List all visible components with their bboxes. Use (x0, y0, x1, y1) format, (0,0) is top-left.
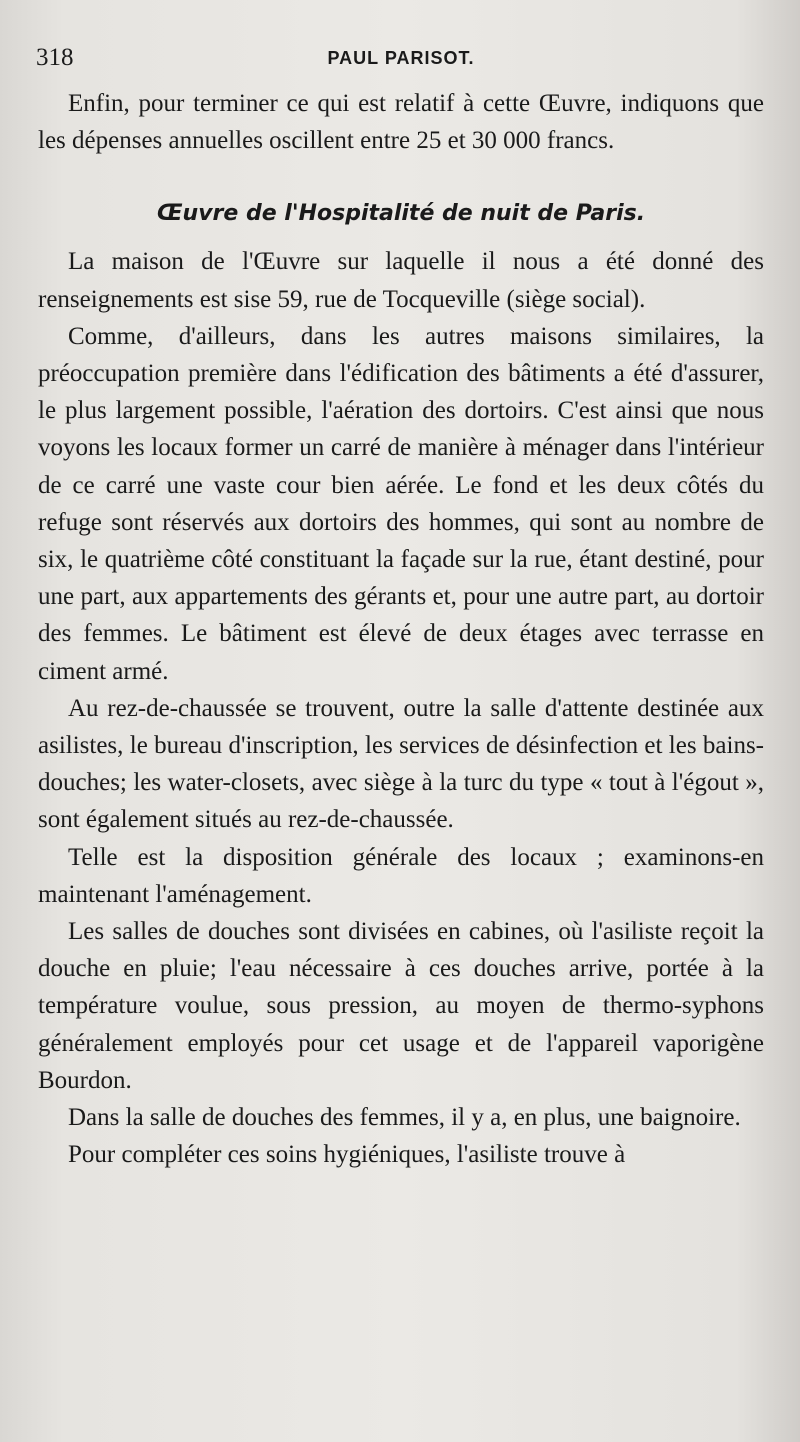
paragraph: Les salles de douches sont divisées en cabines, où l'asiliste reçoit la douche en pluie; l'eau nécessaire à ces douches arrive, portée à la température voulue, sous pression, au moyen de thermo-syphons généralement employés pour cet usage et de l'appareil vaporigène Bourdon. (38, 918, 764, 1094)
paragraph: Dans la salle de douches des femmes, il y a, en plus, une baignoire. (68, 1104, 741, 1132)
paragraph: Pour compléter ces soins hygiéniques, l'asiliste trouve à (68, 1141, 626, 1169)
running-head (36, 40, 766, 80)
paragraph: Enfin, pour terminer ce qui est relatif à cette Œuvre, indiquons que les dépenses annuelles oscillent entre 25 et 30 000 francs. (38, 90, 764, 155)
body-text (38, 85, 764, 1173)
paragraph: Au rez-de-chaussée se trouvent, outre la salle d'attente destinée aux asilistes, le bureau d'inscription, les services de désinfection et les bains-douches; les water-closets, avec siège à la turc du type « tout à l'égout », sont également situés au rez-de-chaussée. (38, 694, 764, 834)
section-heading: Œuvre de l'Hospitalité de nuit de Paris. (156, 201, 646, 227)
paragraph: Telle est la disposition générale des locaux ; examinons-en maintenant l'aménagement. (38, 843, 764, 908)
paragraph: La maison de l'Œuvre sur laquelle il nous a été donné des renseignements est sise 59, rue de Tocqueville (siège social). (38, 248, 764, 313)
running-title: PAUL PARISOT. (327, 48, 475, 68)
paragraph: Comme, d'ailleurs, dans les autres maisons similaires, la préoccupation première dans l'édification des bâtiments a été d'assurer, le plus largement possible, l'aération des dortoirs. C'est ainsi que nous voyons les locaux former un carré de manière à ménager dans l'intérieur de ce carré une vaste cour bien aérée. Le fond et les deux côtés du refuge sont réservés aux dortoirs des hommes, qui sont au nombre de six, le quatrième côté constituant la façade sur la rue, étant destiné, pour une part, aux appartements des gérants et, pour une autre part, au dortoir des femmes. Le bâtiment est élevé de deux étages avec terrasse en ciment armé. (38, 322, 764, 685)
page-number: 318 (36, 44, 74, 71)
